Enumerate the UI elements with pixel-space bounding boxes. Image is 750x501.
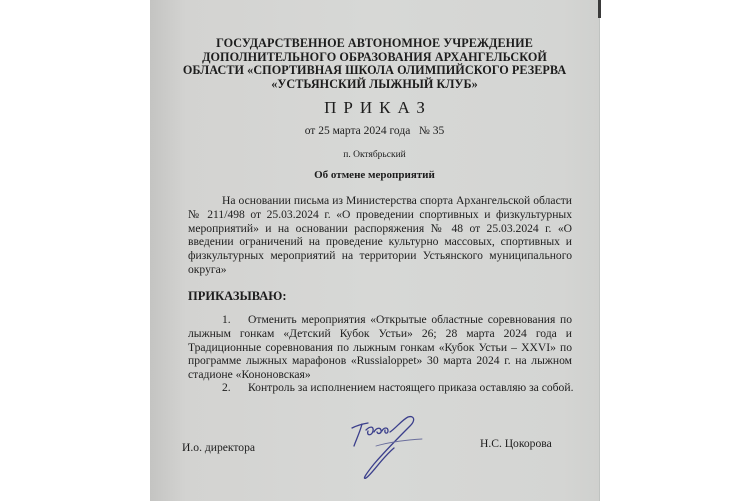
order-subject: Об отмене мероприятий <box>314 169 435 181</box>
document-page <box>150 0 599 501</box>
basis-paragraph-line-4: введении ограничений на проведение культурно массовых, спортивных и <box>188 235 572 248</box>
order-place: п. Октябрьский <box>343 150 406 160</box>
item-1-line-2: лыжным гонкам «Детский Кубок Устьи» 26; 28 марта 2024 года и <box>188 327 572 340</box>
basis-paragraph-line-1: На основании письма из Министерства спорта Архангельской области <box>222 194 572 207</box>
handwritten-signature-icon <box>346 414 436 484</box>
basis-paragraph-line-2: № 211/498 от 25.03.2024 г. «О проведении спортивных и физкультурных <box>188 208 572 221</box>
item-1-line-4: программе лыжных марафонов «Russialoppet» 30 марта 2024 г. на лыжном <box>188 354 572 367</box>
basis-paragraph-line-5: физкультурных мероприятий на территории Устьянского муниципального <box>188 249 572 262</box>
org-header-line-4: «УСТЬЯНСКИЙ ЛЫЖНЫЙ КЛУБ» <box>271 77 478 91</box>
item-2-number: 2. <box>222 381 231 394</box>
item-1-line-5: стадионе «Кононовская» <box>188 368 311 381</box>
item-2-line-1: Контроль за исполнением настоящего приказа оставляю за собой. <box>248 381 574 394</box>
org-header-line-2: ДОПОЛНИТЕЛЬНОГО ОБРАЗОВАНИЯ АРХАНГЕЛЬСКОЙ <box>202 50 547 64</box>
item-1-number: 1. <box>222 313 231 326</box>
org-header-line-3: ОБЛАСТИ «СПОРТИВНАЯ ШКОЛА ОЛИМПИЙСКОГО РЕЗЕРВА <box>182 63 567 77</box>
order-date-number: от 25 марта 2024 года № 35 <box>304 125 445 137</box>
basis-paragraph-line-6: округа» <box>188 263 227 276</box>
order-title: ПРИКАЗ <box>324 98 432 117</box>
org-header-line-1: ГОСУДАРСТВЕННОЕ АВТОНОМНОЕ УЧРЕЖДЕНИЕ <box>216 36 533 50</box>
item-1-line-3: Традиционные соревнования по лыжным гонкам «Кубок Устьи – XXVI» по <box>188 341 572 354</box>
signer-name: Н.С. Цокорова <box>480 437 552 450</box>
command-heading: ПРИКАЗЫВАЮ: <box>188 289 287 303</box>
item-1-line-1: Отменить мероприятия «Открытые областные соревнования по <box>248 313 572 326</box>
basis-paragraph-line-3: мероприятий» и на основании распоряжения № 48 от 25.03.2024 г. «О <box>188 222 572 235</box>
signer-position: И.о. директора <box>182 441 256 454</box>
